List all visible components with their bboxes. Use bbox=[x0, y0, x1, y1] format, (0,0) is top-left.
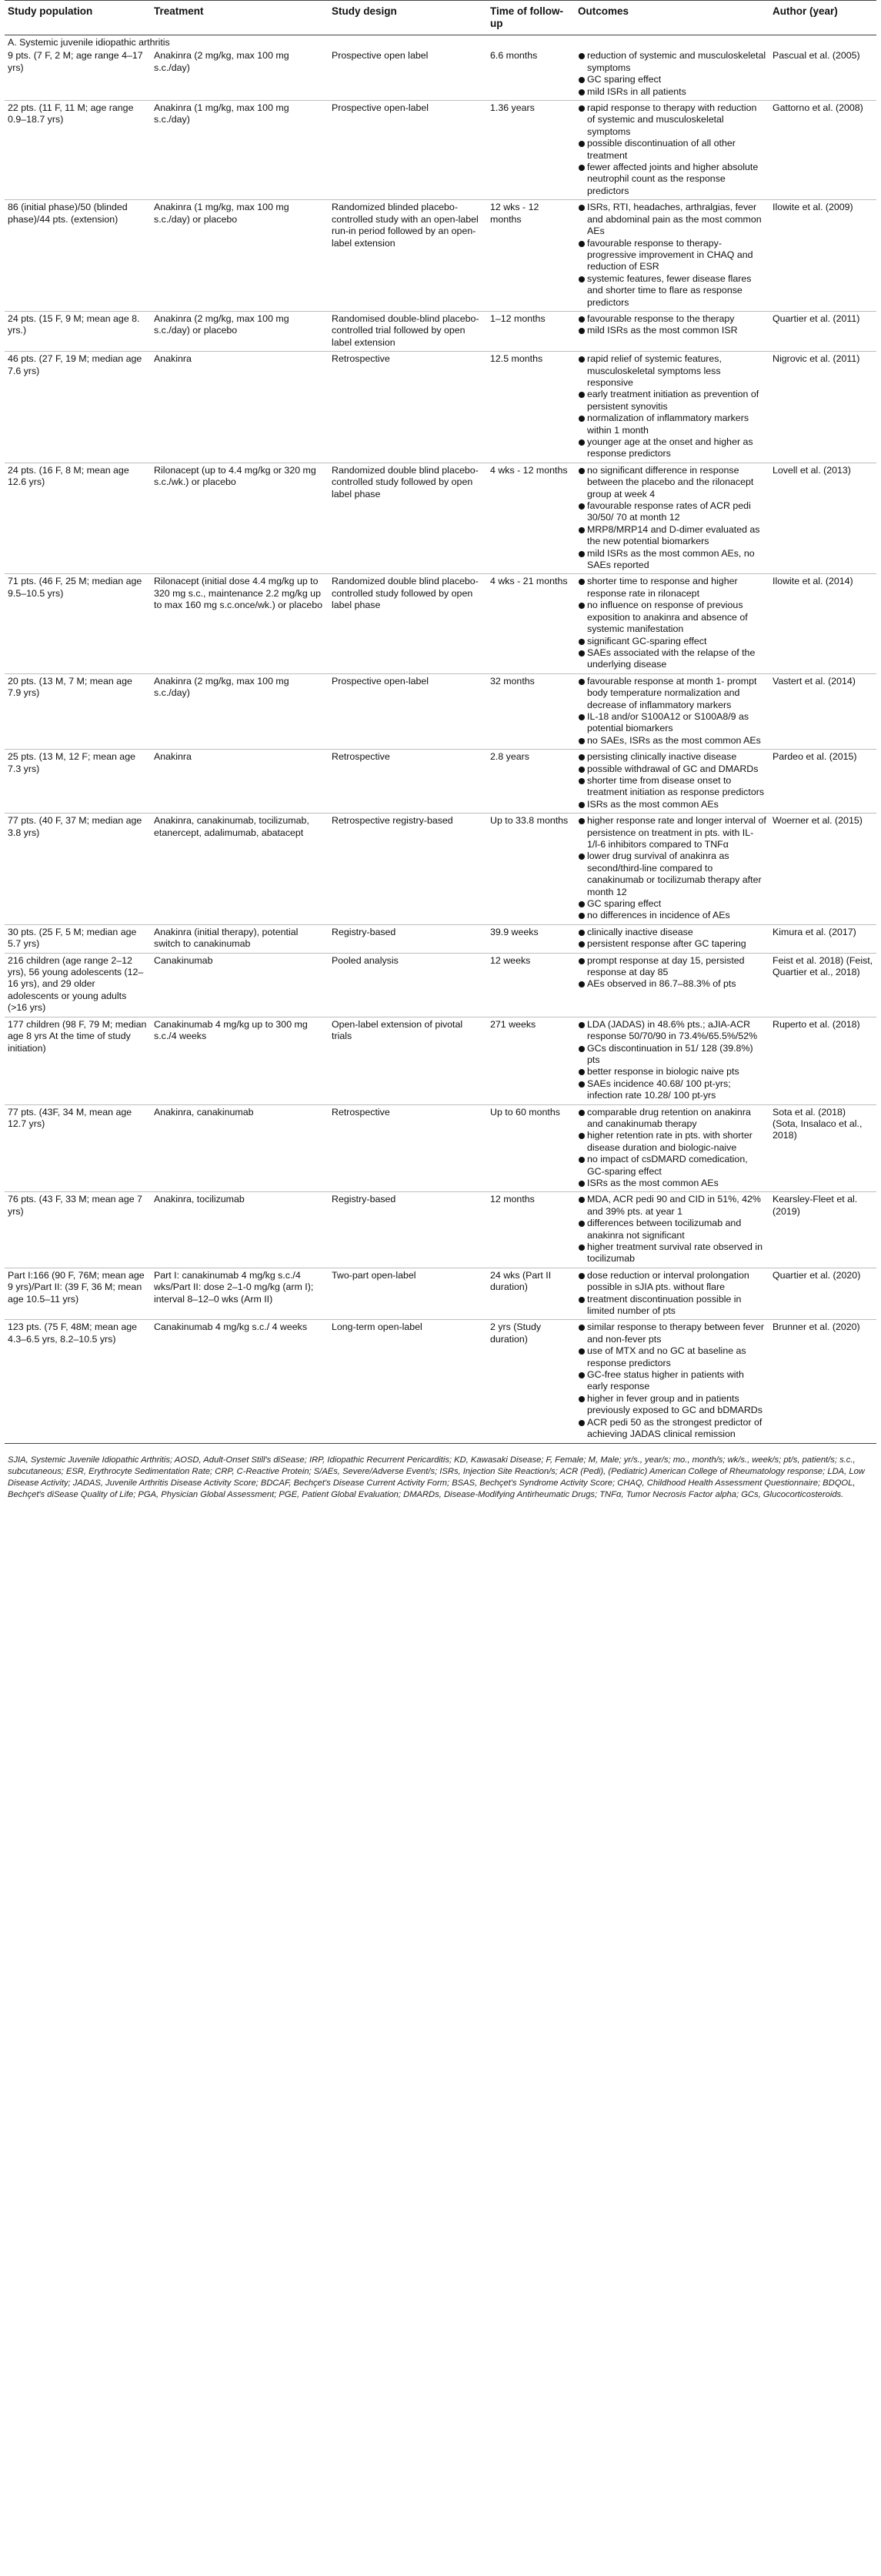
cell-study-design: Randomized blinded placebo-controlled study with an open-label run-in period followed by an open-label extension bbox=[329, 200, 487, 312]
outcome-item: favourable response to therapy- progressive improvement in CHAQ and reduction of ESR bbox=[578, 238, 766, 273]
cell-outcomes bbox=[575, 1192, 769, 1268]
outcome-item: younger age at the onset and higher as response predictors bbox=[578, 436, 766, 460]
cell-outcomes bbox=[575, 352, 769, 463]
header-study-population: Study population bbox=[5, 1, 151, 35]
cell-outcomes bbox=[575, 101, 769, 200]
cell-study-design: Retrospective bbox=[329, 750, 487, 814]
outcome-item: shorter time to response and higher response rate in rilonacept bbox=[578, 576, 766, 600]
outcomes-list bbox=[578, 676, 766, 747]
cell-treatment: Anakinra bbox=[151, 352, 329, 463]
cell-time-of-follow-up: 12 months bbox=[487, 1192, 575, 1268]
cell-study-design: Prospective open-label bbox=[329, 101, 487, 200]
cell-time-of-follow-up: 6.6 months bbox=[487, 48, 575, 100]
cell-author-year: Nigrovic et al. (2011) bbox=[769, 352, 876, 463]
outcome-item: normalization of inflammatory markers within 1 month bbox=[578, 413, 766, 436]
cell-outcomes bbox=[575, 814, 769, 925]
cell-study-population: 46 pts. (27 F, 19 M; median age 7.6 yrs) bbox=[5, 352, 151, 463]
outcome-item: favourable response at month 1- prompt body temperature normalization and decrease of inflammatory markers bbox=[578, 676, 766, 711]
outcome-item: no influence on response of previous exposition to anakinra and absence of systemic manifestation bbox=[578, 600, 766, 635]
outcome-item: ISRs as the most common AEs bbox=[578, 799, 766, 810]
cell-outcomes bbox=[575, 574, 769, 673]
cell-outcomes bbox=[575, 1268, 769, 1320]
cell-time-of-follow-up: 2.8 years bbox=[487, 750, 575, 814]
outcome-item: lower drug survival of anakinra as second/third-line compared to canakinumab or tocilizumab therapy after month 12 bbox=[578, 850, 766, 898]
cell-study-population: 20 pts. (13 M, 7 M; mean age 7.9 yrs) bbox=[5, 673, 151, 749]
cell-study-population: 24 pts. (15 F, 9 M; mean age 8. yrs.) bbox=[5, 311, 151, 351]
outcome-item: MDA, ACR pedi 90 and CID in 51%, 42% and 39% pts. at year 1 bbox=[578, 1194, 766, 1218]
cell-study-population: 25 pts. (13 M, 12 F; mean age 7.3 yrs) bbox=[5, 750, 151, 814]
cell-study-population: 177 children (98 F, 79 M; median age 8 yrs At the time of study initiation) bbox=[5, 1017, 151, 1104]
cell-study-population: 22 pts. (11 F, 11 M; age range 0.9–18.7 yrs) bbox=[5, 101, 151, 200]
table-row bbox=[5, 750, 876, 814]
cell-outcomes bbox=[575, 1320, 769, 1443]
outcomes-list bbox=[578, 1019, 766, 1102]
cell-author-year: Ruperto et al. (2018) bbox=[769, 1017, 876, 1104]
cell-study-population: 9 pts. (7 F, 2 M; age range 4–17 yrs) bbox=[5, 48, 151, 100]
cell-study-design: Open-label extension of pivotal trials bbox=[329, 1017, 487, 1104]
outcomes-list bbox=[578, 1107, 766, 1190]
cell-outcomes bbox=[575, 673, 769, 749]
table-row bbox=[5, 1017, 876, 1104]
cell-study-design: Pooled analysis bbox=[329, 953, 487, 1017]
cell-study-design: Long-term open-label bbox=[329, 1320, 487, 1443]
outcome-item: mild ISRs in all patients bbox=[578, 86, 766, 98]
outcomes-list bbox=[578, 353, 766, 460]
cell-study-population: 30 pts. (25 F, 5 M; median age 5.7 yrs) bbox=[5, 924, 151, 953]
header-study-design: Study design bbox=[329, 1, 487, 35]
outcome-item: favourable response to the therapy bbox=[578, 313, 766, 325]
cell-outcomes bbox=[575, 311, 769, 351]
outcome-item: GC sparing effect bbox=[578, 74, 766, 85]
outcome-item: early treatment initiation as prevention of persistent synovitis bbox=[578, 389, 766, 413]
table-row bbox=[5, 1320, 876, 1443]
outcomes-list bbox=[578, 751, 766, 810]
outcome-item: favourable response rates of ACR pedi 30/50/ 70 at month 12 bbox=[578, 500, 766, 524]
cell-time-of-follow-up: 32 months bbox=[487, 673, 575, 749]
table-row bbox=[5, 101, 876, 200]
outcome-item: higher in fever group and in patients previously exposed to GC and bDMARDs bbox=[578, 1393, 766, 1417]
cell-time-of-follow-up: Up to 60 months bbox=[487, 1104, 575, 1192]
outcome-item: fewer affected joints and higher absolute neutrophil count as the response predictors bbox=[578, 162, 766, 197]
cell-author-year: Vastert et al. (2014) bbox=[769, 673, 876, 749]
cell-study-population: 216 children (age range 2–12 yrs), 56 young adolescents (12–16 yrs), and 29 older adolescents or young adults (>16 yrs) bbox=[5, 953, 151, 1017]
table-row bbox=[5, 1268, 876, 1320]
cell-time-of-follow-up: 2 yrs (Study duration) bbox=[487, 1320, 575, 1443]
cell-study-design: Randomized double blind placebo-controlled study followed by open label phase bbox=[329, 574, 487, 673]
outcome-item: GC sparing effect bbox=[578, 898, 766, 910]
cell-study-population: Part I:166 (90 F, 76M; mean age 9 yrs)/Part II: (39 F, 36 M; mean age 10.5–11 yrs) bbox=[5, 1268, 151, 1320]
outcome-item: rapid response to therapy with reduction of systemic and musculoskeletal symptoms bbox=[578, 102, 766, 138]
cell-author-year: Sota et al. (2018) (Sota, Insalaco et al., 2018) bbox=[769, 1104, 876, 1192]
cell-study-design: Randomized double blind placebo-controlled study followed by open label phase bbox=[329, 463, 487, 574]
table-row bbox=[5, 1192, 876, 1268]
outcome-item: no SAEs, ISRs as the most common AEs bbox=[578, 735, 766, 747]
cell-outcomes bbox=[575, 463, 769, 574]
cell-outcomes bbox=[575, 1104, 769, 1192]
cell-author-year: Woerner et al. (2015) bbox=[769, 814, 876, 925]
cell-study-population: 76 pts. (43 F, 33 M; mean age 7 yrs) bbox=[5, 1192, 151, 1268]
cell-treatment: Anakinra (1 mg/kg, max 100 mg s.c./day) or placebo bbox=[151, 200, 329, 312]
cell-study-design: Registry-based bbox=[329, 924, 487, 953]
cell-time-of-follow-up: Up to 33.8 months bbox=[487, 814, 575, 925]
table-row bbox=[5, 311, 876, 351]
cell-time-of-follow-up: 1.36 years bbox=[487, 101, 575, 200]
outcome-item: comparable drug retention on anakinra and canakinumab therapy bbox=[578, 1107, 766, 1131]
cell-study-design: Two-part open-label bbox=[329, 1268, 487, 1320]
cell-author-year: Brunner et al. (2020) bbox=[769, 1320, 876, 1443]
outcome-item: rapid relief of systemic features, musculoskeletal symptoms less responsive bbox=[578, 353, 766, 389]
outcomes-list bbox=[578, 955, 766, 991]
outcomes-list bbox=[578, 465, 766, 572]
cell-treatment: Anakinra (1 mg/kg, max 100 mg s.c./day) bbox=[151, 101, 329, 200]
outcome-item: ISRs, RTI, headaches, arthralgias, fever and abdominal pain as the most common AEs bbox=[578, 202, 766, 237]
cell-author-year: Ilowite et al. (2014) bbox=[769, 574, 876, 673]
cell-treatment: Anakinra (initial therapy), potential switch to canakinumab bbox=[151, 924, 329, 953]
cell-author-year: Pardeo et al. (2015) bbox=[769, 750, 876, 814]
outcome-item: higher response rate and longer interval of persistence on treatment in pts. with IL-1/l-6 inhibitors compared to TNFα bbox=[578, 815, 766, 850]
header-treatment: Treatment bbox=[151, 1, 329, 35]
outcome-item: higher treatment survival rate observed in tocilizumab bbox=[578, 1241, 766, 1265]
cell-outcomes bbox=[575, 200, 769, 312]
cell-author-year: Pascual et al. (2005) bbox=[769, 48, 876, 100]
table-row bbox=[5, 352, 876, 463]
outcome-item: MRP8/MRP14 and D-dimer evaluated as the new potential biomarkers bbox=[578, 524, 766, 548]
outcome-item: no significant difference in response between the placebo and the rilonacept group at week 4 bbox=[578, 465, 766, 500]
table-row bbox=[5, 1104, 876, 1192]
outcome-item: significant GC-sparing effect bbox=[578, 636, 766, 647]
cell-treatment: Anakinra (2 mg/kg, max 100 mg s.c./day) or placebo bbox=[151, 311, 329, 351]
studies-table bbox=[5, 0, 876, 1444]
section-row bbox=[5, 35, 876, 49]
outcome-item: possible withdrawal of GC and DMARDs bbox=[578, 763, 766, 775]
cell-author-year: Kimura et al. (2017) bbox=[769, 924, 876, 953]
cell-treatment: Canakinumab 4 mg/kg s.c./ 4 weeks bbox=[151, 1320, 329, 1443]
cell-outcomes bbox=[575, 953, 769, 1017]
outcome-item: IL-18 and/or S100A12 or S100A8/9 as potential biomarkers bbox=[578, 711, 766, 735]
outcomes-list bbox=[578, 102, 766, 197]
cell-outcomes bbox=[575, 750, 769, 814]
header-time-of-follow-up: Time of follow-up bbox=[487, 1, 575, 35]
outcome-item: persisting clinically inactive disease bbox=[578, 751, 766, 763]
outcome-item: treatment discontinuation possible in limited number of pts bbox=[578, 1294, 766, 1318]
table-row bbox=[5, 814, 876, 925]
cell-time-of-follow-up: 12.5 months bbox=[487, 352, 575, 463]
cell-treatment: Canakinumab bbox=[151, 953, 329, 1017]
cell-author-year: Feist et al. 2018) (Feist, Quartier et al., 2018) bbox=[769, 953, 876, 1017]
cell-study-design: Retrospective bbox=[329, 352, 487, 463]
cell-treatment: Anakinra, canakinumab, tocilizumab, etanercept, adalimumab, abatacept bbox=[151, 814, 329, 925]
cell-time-of-follow-up: 4 wks - 21 months bbox=[487, 574, 575, 673]
cell-study-population: 71 pts. (46 F, 25 M; median age 9.5–10.5 yrs) bbox=[5, 574, 151, 673]
outcome-item: similar response to therapy between fever and non-fever pts bbox=[578, 1321, 766, 1345]
cell-study-population: 24 pts. (16 F, 8 M; mean age 12.6 yrs) bbox=[5, 463, 151, 574]
table-row bbox=[5, 574, 876, 673]
outcomes-list bbox=[578, 313, 766, 337]
outcomes-list bbox=[578, 1321, 766, 1440]
cell-author-year: Quartier et al. (2011) bbox=[769, 311, 876, 351]
cell-treatment: Canakinumab 4 mg/kg up to 300 mg s.c./4 weeks bbox=[151, 1017, 329, 1104]
outcome-item: GC-free status higher in patients with early response bbox=[578, 1369, 766, 1393]
cell-study-population: 77 pts. (43F, 34 M, mean age 12.7 yrs) bbox=[5, 1104, 151, 1192]
cell-author-year: Ilowite et al. (2009) bbox=[769, 200, 876, 312]
cell-time-of-follow-up: 12 wks - 12 months bbox=[487, 200, 575, 312]
cell-study-population: 77 pts. (40 F, 37 M; median age 3.8 yrs) bbox=[5, 814, 151, 925]
cell-time-of-follow-up: 12 weeks bbox=[487, 953, 575, 1017]
cell-treatment: Anakinra (2 mg/kg, max 100 mg s.c./day) bbox=[151, 673, 329, 749]
table-body bbox=[5, 35, 876, 1444]
table-row bbox=[5, 463, 876, 574]
outcome-item: differences between tocilizumab and anakinra not significant bbox=[578, 1218, 766, 1241]
outcome-item: use of MTX and no GC at baseline as response predictors bbox=[578, 1345, 766, 1369]
cell-study-design: Randomised double-blind placebo-controlled trial followed by open label extension bbox=[329, 311, 487, 351]
cell-time-of-follow-up: 271 weeks bbox=[487, 1017, 575, 1104]
outcomes-list bbox=[578, 202, 766, 309]
cell-author-year: Lovell et al. (2013) bbox=[769, 463, 876, 574]
cell-treatment: Anakinra, canakinumab bbox=[151, 1104, 329, 1192]
section-label: A. Systemic juvenile idiopathic arthritis bbox=[8, 37, 170, 48]
cell-author-year: Kearsley-Fleet et al. (2019) bbox=[769, 1192, 876, 1268]
outcomes-list bbox=[578, 815, 766, 922]
outcomes-list bbox=[578, 1194, 766, 1265]
outcome-item: shorter time from disease onset to treatment initiation as response predictors bbox=[578, 775, 766, 799]
outcome-item: ACR pedi 50 as the strongest predictor of achieving JADAS clinical remission bbox=[578, 1417, 766, 1441]
cell-treatment: Rilonacept (initial dose 4.4 mg/kg up to 320 mg s.c., maintenance 2.2 mg/kg up to max 160 mg s.c.once/wk.) or placebo bbox=[151, 574, 329, 673]
outcome-item: persistent response after GC tapering bbox=[578, 938, 766, 950]
outcome-item: LDA (JADAS) in 48.6% pts.; aJIA-ACR response 50/70/90 in 73.4%/65.5%/52% bbox=[578, 1019, 766, 1043]
cell-treatment: Anakinra bbox=[151, 750, 329, 814]
table-row bbox=[5, 673, 876, 749]
outcome-item: GCs discontinuation in 51/ 128 (39.8%) pts bbox=[578, 1043, 766, 1067]
cell-study-design: Registry-based bbox=[329, 1192, 487, 1268]
outcome-item: SAEs incidence 40.68/ 100 pt-yrs; infection rate 10.28/ 100 pt-yrs bbox=[578, 1078, 766, 1102]
outcome-item: mild ISRs as the most common ISR bbox=[578, 325, 766, 336]
outcome-item: mild ISRs as the most common AEs, no SAEs reported bbox=[578, 548, 766, 572]
outcomes-list bbox=[578, 50, 766, 98]
outcome-item: systemic features, fewer disease flares and shorter time to flare as response predictors bbox=[578, 273, 766, 309]
cell-time-of-follow-up: 39.9 weeks bbox=[487, 924, 575, 953]
cell-treatment: Rilonacept (up to 4.4 mg/kg or 320 mg s.c./wk.) or placebo bbox=[151, 463, 329, 574]
cell-time-of-follow-up: 4 wks - 12 months bbox=[487, 463, 575, 574]
outcome-item: possible discontinuation of all other treatment bbox=[578, 138, 766, 162]
outcomes-list bbox=[578, 1270, 766, 1318]
cell-author-year: Gattorno et al. (2008) bbox=[769, 101, 876, 200]
header-outcomes: Outcomes bbox=[575, 1, 769, 35]
outcome-item: AEs observed in 86.7–88.3% of pts bbox=[578, 978, 766, 990]
cell-treatment: Anakinra, tocilizumab bbox=[151, 1192, 329, 1268]
cell-outcomes bbox=[575, 924, 769, 953]
cell-treatment: Anakinra (2 mg/kg, max 100 mg s.c./day) bbox=[151, 48, 329, 100]
outcome-item: no differences in incidence of AEs bbox=[578, 910, 766, 921]
cell-study-population: 123 pts. (75 F, 48M; mean age 4.3–6.5 yrs, 8.2–10.5 yrs) bbox=[5, 1320, 151, 1443]
outcome-item: clinically inactive disease bbox=[578, 927, 766, 938]
cell-time-of-follow-up: 1–12 months bbox=[487, 311, 575, 351]
outcome-item: SAEs associated with the relapse of the underlying disease bbox=[578, 647, 766, 671]
outcome-item: ISRs as the most common AEs bbox=[578, 1178, 766, 1189]
outcome-item: better response in biologic naive pts bbox=[578, 1066, 766, 1078]
cell-time-of-follow-up: 24 wks (Part II duration) bbox=[487, 1268, 575, 1320]
cell-study-design: Retrospective bbox=[329, 1104, 487, 1192]
cell-treatment: Part I: canakinumab 4 mg/kg s.c./4 wks/Part II: dose 2–1-0 mg/kg (arm I); interval 8–12–0 wks (Arm II) bbox=[151, 1268, 329, 1320]
table-header bbox=[5, 1, 876, 35]
cell-study-design: Prospective open-label bbox=[329, 673, 487, 749]
cell-study-design: Retrospective registry-based bbox=[329, 814, 487, 925]
cell-outcomes bbox=[575, 1017, 769, 1104]
outcomes-list bbox=[578, 927, 766, 951]
cell-author-year: Quartier et al. (2020) bbox=[769, 1268, 876, 1320]
header-author-year: Author (year) bbox=[769, 1, 876, 35]
table-footnote: SJIA, Systemic Juvenile Idiopathic Arthritis; AOSD, Adult-Onset Still's diSease; IRP, Idiopathic Recurrent Pericarditis; KD, Kawasaki Disease; F, Female; M, Male; yr/s., year/s; mo., month/s; wk/s., week/s; pt/s, patient/s; s.c., subcutaneous; ESR, Erythrocyte Sedimentation Rate; CRP, C-Reactive Protein; S/AEs, Severe/Adverse Event/s; ISRs, Injection Site Reaction/s; ACR (Pedi), (Pediatric) American College of Rheumatology response; LDA, Low Disease Activity; JADAS, Juvenile Arthritis Disease Activity Score; BDCAF, Bechçet's Disease Current Activity Form; BSAS, Bechçet's Syndrome Activity Score; CHAQ, Childhood Health Assessment Questionnaire; BDQOL, Bechçet's diSease Quality of Life; PGA, Physician Global Assessment; PGE, Patient Global Evaluation; DMARDs, Disease-Modifying Antirheumatic Drugs; TNFα, Tumor Necrosis Factor alpha; GCs, Glucocorticosteroids. bbox=[8, 1455, 865, 1499]
cell-study-population: 86 (initial phase)/50 (blinded phase)/44 pts. (extension) bbox=[5, 200, 151, 312]
table-row bbox=[5, 953, 876, 1017]
outcome-item: reduction of systemic and musculoskeletal symptoms bbox=[578, 50, 766, 74]
table-row bbox=[5, 48, 876, 100]
outcomes-list bbox=[578, 576, 766, 670]
outcome-item: dose reduction or interval prolongation possible in sJIA pts. without flare bbox=[578, 1270, 766, 1294]
cell-study-design: Prospective open label bbox=[329, 48, 487, 100]
outcome-item: no impact of csDMARD comedication, GC-sparing effect bbox=[578, 1154, 766, 1178]
outcome-item: higher retention rate in pts. with shorter disease duration and biologic-naive bbox=[578, 1130, 766, 1154]
table-row bbox=[5, 200, 876, 312]
outcome-item: prompt response at day 15, persisted response at day 85 bbox=[578, 955, 766, 979]
table-row bbox=[5, 924, 876, 953]
cell-outcomes bbox=[575, 48, 769, 100]
